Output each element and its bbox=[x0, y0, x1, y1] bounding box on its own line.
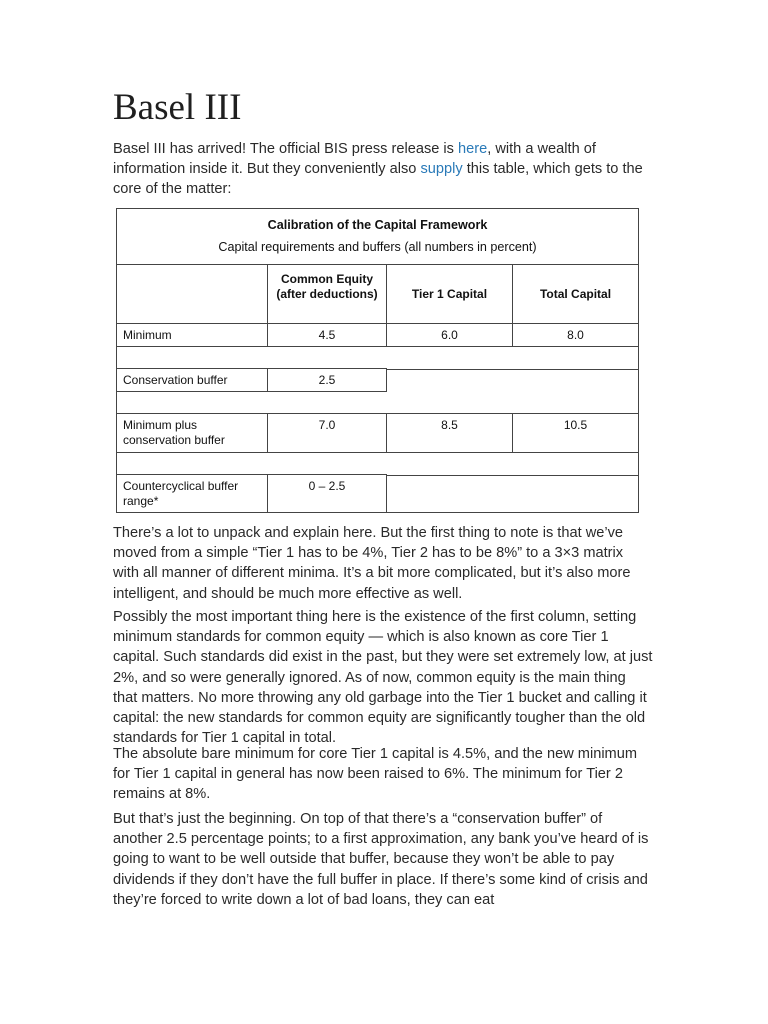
row-minimum-ce-cell bbox=[267, 323, 387, 347]
intro-text-1: Basel III has arrived! The official BIS press release is bbox=[113, 141, 459, 157]
row-minimum-label-cell bbox=[116, 323, 268, 347]
row-conservation-label-cell bbox=[116, 368, 268, 392]
header-empty-cell bbox=[116, 264, 268, 324]
body-paragraph-4: But that’s just the beginning. On top of that there’s a “conservation buffer” of another 2.5 percentage points; to a first approximation, any bank you’ve heard of is going to want to be well outside that buffer, because they won’t be able to pay dividends if they don’t have the full buffer in place. If there’s some kind of crisis and they’re forced to write down a lot of bad loans, they can eat bbox=[113, 811, 649, 908]
row-countercyclical-ce-cell bbox=[267, 474, 387, 513]
body-paragraph-1: There’s a lot to unpack and explain here. But the first thing to note is that we’ve moved from a simple “Tier 1 has to be 4%, Tier 2 has to be 8%” to a 3×3 matrix with all manner of different minima. It’s a bit more complicated, but it’s also more intelligent, and should be much more effective as well. bbox=[113, 525, 631, 602]
value-countercyclical-ce: 0 – 2.5 bbox=[308, 479, 346, 493]
header-common-equity: Common Equity (after deductions) bbox=[276, 272, 378, 301]
row-min-plus-ce-cell bbox=[267, 413, 387, 453]
intro-paragraph bbox=[113, 139, 653, 200]
value-minimum-ce: 4.5 bbox=[318, 328, 336, 342]
row-label-conservation: Conservation buffer bbox=[123, 373, 228, 387]
capital-framework-table bbox=[116, 208, 639, 513]
value-min-plus-ce: 7.0 bbox=[318, 418, 336, 432]
supply-link[interactable]: supply bbox=[420, 161, 463, 178]
row-countercyclical-label-cell bbox=[116, 474, 268, 513]
row-conservation-ce-cell bbox=[267, 368, 387, 392]
value-minimum-total: 8.0 bbox=[567, 328, 584, 342]
intro-text-3: this table, which gets to the core of the matter: bbox=[113, 161, 643, 198]
row-min-plus-total-cell bbox=[512, 413, 639, 453]
spacer-row-2 bbox=[116, 452, 639, 476]
row-minimum-total-cell bbox=[512, 323, 639, 347]
table-title: Calibration of the Capital Framework bbox=[267, 218, 488, 232]
row-label-min-plus: Minimum plus conservation buffer bbox=[123, 418, 225, 447]
row-label-countercyclical: Countercyclical buffer range* bbox=[123, 479, 239, 508]
intro-text-2: , with a wealth of information inside it. But they conveniently also bbox=[113, 141, 596, 178]
header-total: Total Capital bbox=[539, 287, 612, 301]
page-title: Basel III bbox=[113, 87, 242, 128]
value-min-plus-total: 10.5 bbox=[563, 418, 588, 432]
table-subtitle: Capital requirements and buffers (all numbers in percent) bbox=[218, 240, 537, 254]
body-paragraph-2: Possibly the most important thing here is the existence of the first column, setting minimum standards for common equity — which is also known as core Tier 1 capital. Such standards did exist in the past, but they were set extremely low, at just 2%, and so were generally ignored. As of now, common equity is the main thing that matters. No more throwing any old garbage into the Tier 1 bucket and calling it capital: the new standards for common equity are significantly tougher than the old standards for Tier 1 capital in total. bbox=[113, 609, 653, 747]
body-paragraph-3: The absolute bare minimum for core Tier 1 capital is 4.5%, and the new minimum for Tier 1 capital in general has now been raised to 6%. The minimum for Tier 2 remains at 8%. bbox=[113, 746, 637, 803]
row-min-plus-t1-cell bbox=[386, 413, 513, 453]
row-min-plus-label-cell bbox=[116, 413, 268, 453]
press-release-link[interactable]: here bbox=[458, 141, 488, 157]
header-tier1: Tier 1 Capital bbox=[411, 287, 488, 301]
value-min-plus-t1: 8.5 bbox=[441, 418, 458, 432]
value-minimum-t1: 6.0 bbox=[441, 328, 458, 342]
row-label-minimum: Minimum bbox=[123, 328, 172, 342]
header-cell-tier1 bbox=[386, 264, 513, 324]
row-minimum-t1-cell bbox=[386, 323, 513, 347]
spacer-row bbox=[116, 346, 639, 370]
header-cell-common-equity bbox=[267, 264, 387, 324]
header-cell-total bbox=[512, 264, 639, 324]
value-conservation-ce: 2.5 bbox=[318, 373, 336, 387]
